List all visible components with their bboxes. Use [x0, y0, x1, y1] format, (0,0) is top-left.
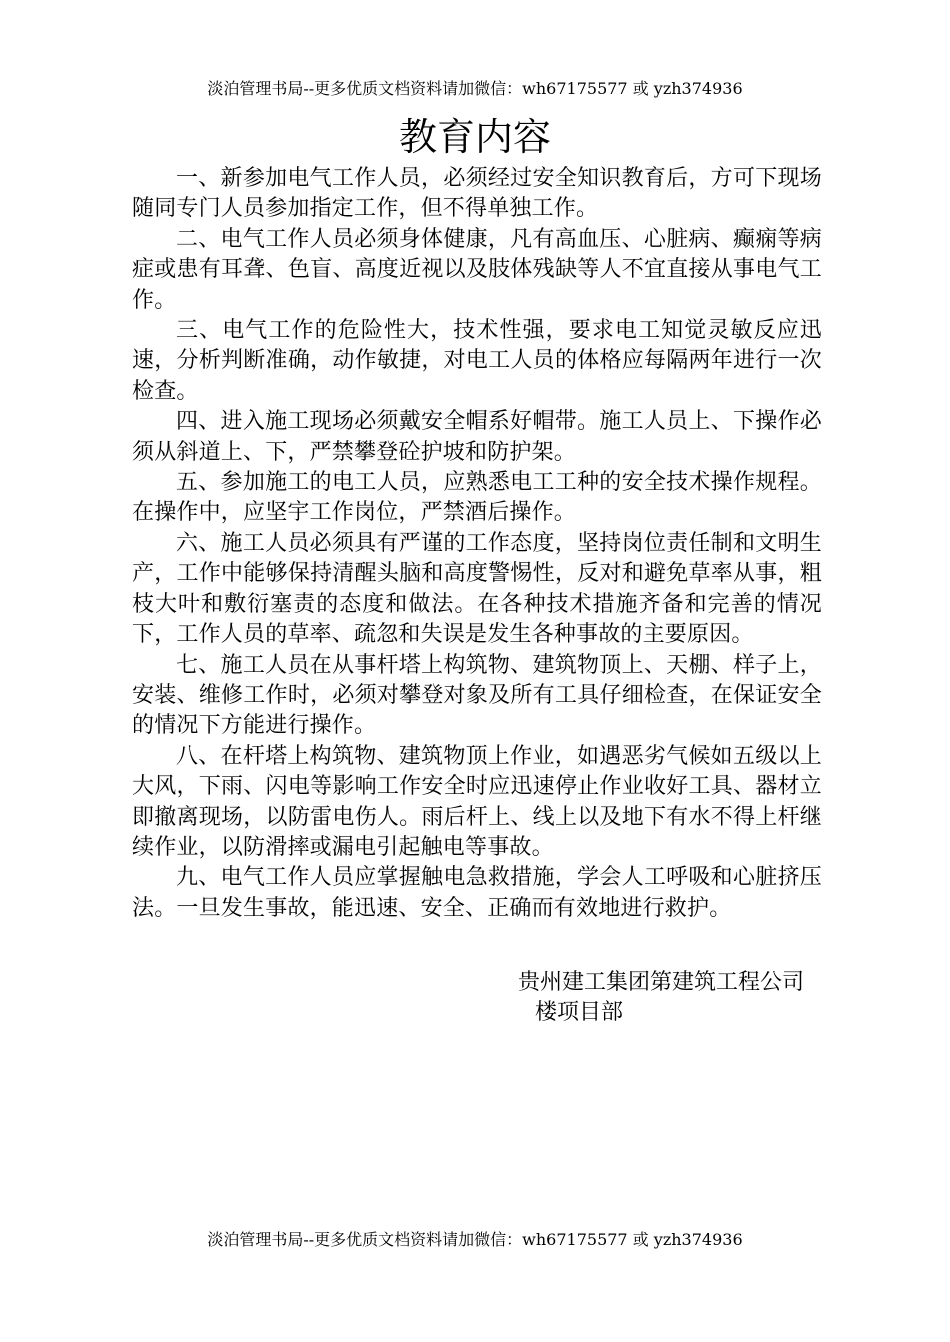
paragraph-7: 七、施工人员在从事杆塔上构筑物、建筑物顶上、天棚、样子上，安装、维修工作时，必须对攀登对象及所有工具仔细检查，在保证安全的情况下方能进行操作。 [132, 652, 822, 739]
signature-company: 贵州建工集团第建筑工程公司 [518, 970, 805, 995]
paragraph-4: 四、进入施工现场必须戴安全帽系好帽带。施工人员上、下操作必须从斜道上、下，严禁攀登砼护坡和防护架。 [132, 409, 822, 465]
paragraph-5: 五、参加施工的电工人员，应熟悉电工工种的安全技术操作规程。在操作中，应坚宇工作岗位，严禁酒后操作。 [132, 470, 822, 526]
paragraph-2: 二、电气工作人员必须身体健康，凡有高血压、心脏病、癫痫等病症或患有耳聋、色盲、高度近视以及肢体残缺等人不宜直接从事电气工作。 [132, 226, 822, 313]
paragraph-1: 一、新参加电气工作人员，必须经过安全知识教育后，方可下现场随同专门人员参加指定工作，但不得单独工作。 [132, 166, 822, 222]
paragraph-9: 九、电气工作人员应掌握触电急救措施，学会人工呼吸和心脏挤压法。一旦发生事故，能迅速、安全、正确而有效地进行救护。 [132, 865, 822, 921]
signature-department: 楼项目部 [535, 1000, 624, 1026]
document-body [132, 164, 822, 924]
document-title: 教育内容 [398, 115, 551, 159]
page-header: 淡泊管理书局--更多优质文档资料请加微信：wh67175577 或 yzh374936 [207, 79, 743, 98]
paragraph-8: 八、在杆塔上构筑物、建筑物顶上作业，如遇恶劣气候如五级以上大风，下雨、闪电等影响工作安全时应迅速停止作业收好工具、器材立即撤离现场，以防雷电伤人。雨后杆上、线上以及地下有水不得上杆继续作业，以防滑摔或漏电引起触电等事故。 [132, 743, 822, 860]
signature-block [518, 968, 838, 1029]
paragraph-6: 六、施工人员必须具有严谨的工作态度，坚持岗位责任制和文明生产，工作中能够保持清醒头脑和高度警惕性，反对和避免草率从事，粗枝大叶和敷衍塞责的态度和做法。在各种技术措施齐备和完善的情况下，工作人员的草率、疏忽和失误是发生各种事故的主要原因。 [132, 530, 822, 648]
paragraph-3: 三、电气工作的危险性大，技术性强，要求电工知觉灵敏反应迅速，分析判断准确，动作敏捷，对电工人员的体格应每隔两年进行一次检查。 [132, 318, 822, 404]
page-footer: 淡泊管理书局--更多优质文档资料请加微信：wh67175577 或 yzh374936 [207, 1230, 743, 1249]
